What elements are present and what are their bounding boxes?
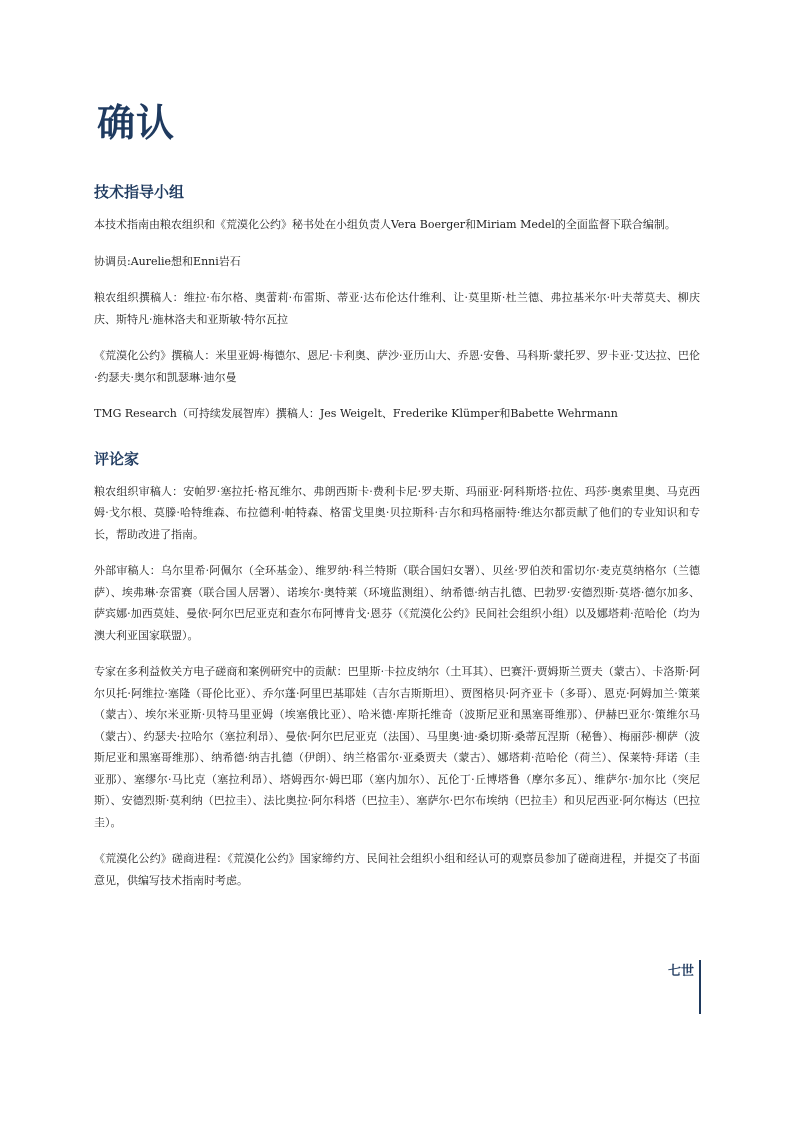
section-technical-guidance-group (94, 180, 700, 425)
paragraph: 粮农组织撰稿人：维拉·布尔格、奥蕾莉·布雷斯、蒂亚·达布伦达什维利、让·莫里斯·杜兰德、弗拉基米尔·叶夫蒂莫夫、柳庆庆、斯特凡·施林洛夫和亚斯敏·特尔瓦拉 (94, 291, 700, 326)
page-number: 七世 (667, 964, 694, 979)
paragraph: 粮农组织审稿人：安帕罗·塞拉托·格瓦维尔、弗朗西斯卡·费利卡尼·罗夫斯、玛丽亚·阿科斯塔·拉佐、玛莎·奥索里奥、马克西姆·戈尔根、莫滕·哈特维森、布拉德利·帕特森、格雷戈里奥·贝拉斯科·吉尔和玛格丽特·维达尔都贡献了他们的专业知识和专长，帮助改进了指南。 (94, 484, 700, 541)
paragraph: 外部审稿人：乌尔里希·阿佩尔（全环基金）、维罗纳·科兰特斯（联合国妇女署）、贝丝·罗伯茨和雷切尔·麦克莫纳格尔（兰德萨）、埃弗琳·奈雷赛（联合国人居署）、诺埃尔·奥特莱（环境监测组）、纳希德·纳吉扎德、巴勃罗·安德烈斯·莫塔·德尔加多、萨宾娜·加西莫娃、曼依·阿尔巴尼亚克和查尔布阿博肯戈·恩芬（《荒漠化公约》民间社会组织小组）以及娜塔莉·范哈伦（均为澳大利亚国家联盟）。 (94, 564, 700, 642)
paragraph: 《荒漠化公约》磋商进程：《荒漠化公约》国家缔约方、民间社会组织小组和经认可的观察员参加了磋商进程，并提交了书面意见，供编写技术指南时考虑。 (94, 852, 700, 887)
section-reviewers (94, 447, 700, 892)
section-heading: 评论家 (94, 449, 140, 468)
paragraph: TMG Research（可持续发展智库）撰稿人：Jes Weigelt、Frederike Klümper和Babette Wehrmann (94, 407, 618, 420)
section-heading: 技术指导小组 (94, 183, 185, 201)
page-content (94, 180, 700, 906)
paragraph: 专家在多利益攸关方电子磋商和案例研究中的贡献：巴里斯·卡拉皮纳尔（土耳其）、巴赛汗·贾姆斯兰贾夫（蒙古）、卡洛斯·阿尔贝托·阿维拉·塞隆（哥伦比亚）、乔尔蓬·阿里巴基耶娃（吉尔吉斯斯坦）、贾图格贝·阿齐亚卡（多哥）、恩克·阿姆加兰·策莱（蒙古）、埃尔米亚斯·贝特马里亚姆（埃塞俄比亚）、哈米德·库斯托维奇（波斯尼亚和黑塞哥维那）、伊赫巴亚尔·策维尔马（蒙古）、约瑟夫·拉哈尔（塞拉利昂）、曼依·阿尔巴尼亚克（法国）、马里奥·迪·桑切斯·桑蒂瓦涅斯（秘鲁）、梅丽莎·柳萨（波斯尼亚和黑塞哥维那）、纳希德·纳吉扎德（伊朗）、纳兰格雷尔·亚桑贾夫（蒙古）、娜塔莉·范哈伦（荷兰）、保莱特·拜诺（圭亚那）、塞缪尔·马比克（塞拉利昂）、塔姆西尔·姆巴耶（塞内加尔）、瓦伦丁·丘博塔鲁（摩尔多瓦）、维萨尔·加尔比（突尼斯）、安德烈斯·莫利纳（巴拉圭）、法比奥拉·阿尔科塔（巴拉圭）、塞萨尔·巴尔布埃纳（巴拉圭）和贝尼西亚·阿尔梅达（巴拉圭）。 (94, 665, 700, 829)
paragraph: 《荒漠化公约》撰稿人：米里亚姆·梅德尔、恩尼·卡利奥、萨沙·亚历山大、乔恩·安鲁、马科斯·蒙托罗、罗卡亚·艾达拉、巴伦·约瑟夫·奥尔和凯瑟琳·迪尔曼 (94, 349, 700, 384)
paragraph: 本技术指南由粮农组织和《荒漠化公约》秘书处在小组负责人Vera Boerger和Miriam Medel的全面监督下联合编制。 (94, 218, 676, 231)
page-title: 确认 (97, 100, 176, 145)
page-number-rule (699, 960, 701, 1014)
paragraph: 协调员:Aurelie想和Enni岩石 (94, 254, 241, 268)
